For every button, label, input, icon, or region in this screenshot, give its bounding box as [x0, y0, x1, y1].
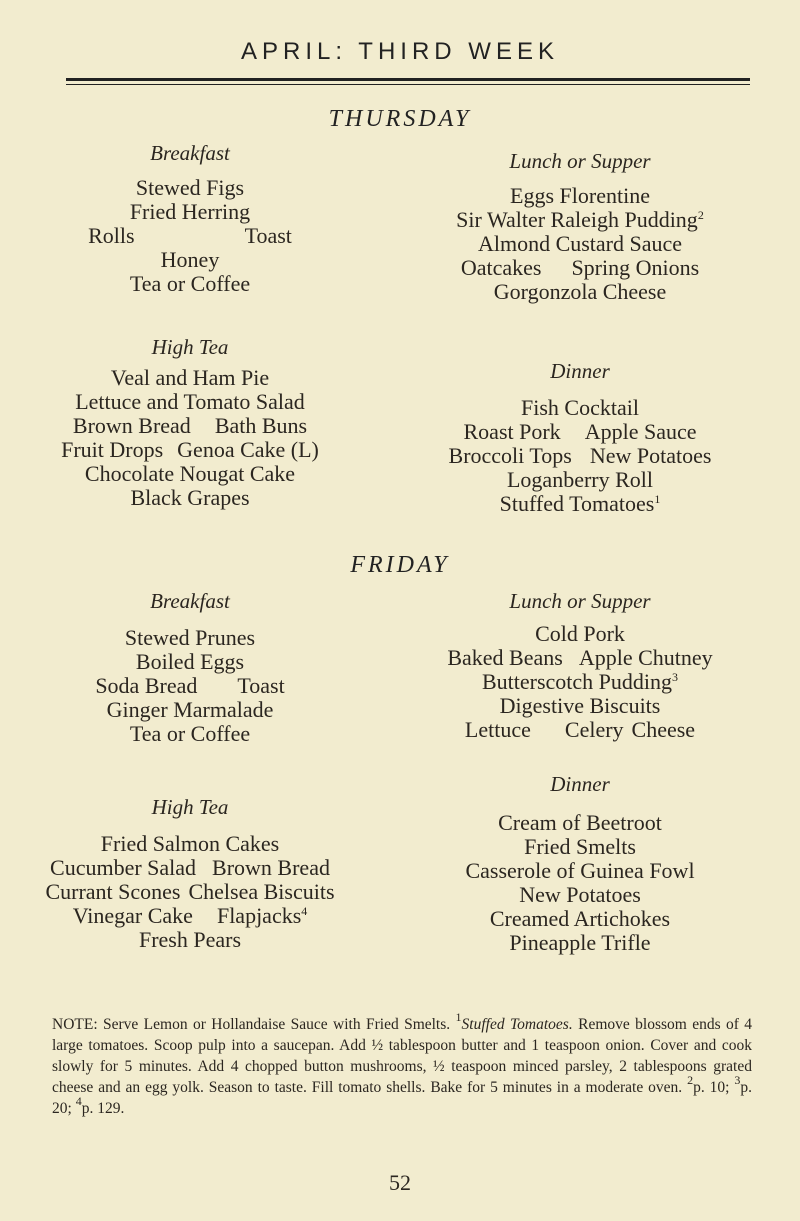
running-head: APRIL: THIRD WEEK [241, 38, 559, 65]
menu-item: Cheese [631, 717, 696, 742]
menu-item: Digestive Biscuits [499, 693, 661, 718]
menu-item: Celery [564, 717, 624, 742]
menu-item [390, 492, 770, 516]
menu-item: Apple Sauce [584, 419, 697, 444]
meal-title: Breakfast [150, 141, 230, 165]
menu-item: Casserole of Guinea Fowl [465, 858, 695, 883]
menu-item: Fresh Pears [138, 927, 242, 952]
menu-item: New Potatoes [589, 443, 712, 468]
menu-item: Tea or Coffee [129, 721, 251, 746]
menu-item: Eggs Florentine [510, 183, 650, 208]
header-rule-thin [66, 84, 750, 85]
menu-item: Baked Beans [447, 645, 563, 670]
menu-item-row [10, 904, 370, 928]
menu-item: Toast [237, 673, 285, 698]
menu-item: Brown Bread [72, 413, 191, 438]
menu-item: Almond Custard Sauce [477, 231, 683, 256]
menu-item: Bath Buns [214, 413, 308, 438]
page-ref: p. 129. [81, 1100, 125, 1117]
menu-item: Cream of Beetroot [498, 810, 662, 835]
menu-item-row [390, 256, 770, 280]
menu-item-row [10, 674, 370, 698]
footnote-ref: 1 [455, 1010, 462, 1024]
menu-item: New Potatoes [519, 882, 641, 907]
meal-title: High Tea [151, 795, 229, 819]
footnote-ref: 2 [687, 1073, 694, 1087]
friday-lunch [390, 588, 770, 742]
menu-item: Rolls [88, 223, 135, 248]
menu-item-row [10, 856, 370, 880]
footnote-ref: 4 [301, 904, 308, 918]
menu-item-row [10, 438, 370, 462]
menu-item: Fried Herring [129, 199, 251, 224]
menu-item: Vinegar Cake [72, 903, 193, 928]
menu-item: Lettuce [464, 717, 531, 742]
menu-item: Pineapple Trifle [509, 930, 651, 955]
menu-item: Stewed Figs [135, 175, 245, 200]
menu-item: Boiled Eggs [135, 649, 245, 674]
thursday-dinner [390, 358, 770, 516]
page-number: 52 [389, 1170, 411, 1195]
thursday-lunch [390, 148, 770, 304]
menu-item-row [10, 880, 370, 904]
menu-item: Flapjacks [216, 903, 302, 928]
recipe-body: Remove blossom ends of 4 large tomatoes. Scoop pulp into a saucepan. Add ½ tablespoon butter and 1 teaspoon onion. Cover and cook slowly for 5 minutes. Add 4 chopped button mushrooms, ½ teaspoon minced parsley, 2 tablespoons grated cheese and an egg yolk. Season to taste. Fill tomato shells. Bake for 5 minutes in a moderate oven. [52, 1016, 753, 1096]
day-title-friday: FRIDAY [350, 552, 450, 578]
menu-item-row [390, 718, 770, 742]
thursday-high-tea [10, 334, 370, 510]
menu-item: Spring Onions [571, 255, 700, 280]
menu-item-row [390, 444, 770, 468]
friday-high-tea [10, 794, 370, 952]
menu-item: Toast [244, 223, 292, 248]
menu-item-text: Sir Walter Raleigh Pudding [456, 207, 698, 232]
menu-item-row [390, 420, 770, 444]
menu-item-text: Stuffed Tomatoes [499, 491, 655, 516]
menu-item: Stewed Prunes [124, 625, 256, 650]
footnote-ref: 2 [697, 208, 704, 222]
friday-dinner [390, 771, 770, 955]
menu-item: Cucumber Salad [50, 855, 197, 880]
meal-title: Dinner [550, 772, 610, 796]
meal-title: Dinner [550, 359, 610, 383]
menu-item: Broccoli Tops [448, 443, 572, 468]
menu-item-row [10, 414, 370, 438]
menu-item: Chelsea Biscuits [188, 879, 335, 904]
footnote-ref: 1 [654, 492, 661, 506]
footnote-ref: 4 [75, 1094, 82, 1108]
day-title-thursday: THURSDAY [328, 106, 472, 132]
menu-item: Tea or Coffee [129, 271, 251, 296]
note-lead: NOTE: Serve Lemon or Hollandaise Sauce with Fried Smelts. [52, 1016, 451, 1033]
menu-item: Gorgonzola Cheese [493, 279, 667, 304]
menu-item: Chocolate Nougat Cake [84, 461, 296, 486]
menu-item-row [10, 224, 370, 248]
menu-item: Fried Smelts [524, 834, 636, 859]
menu-item: Fish Cocktail [521, 395, 639, 420]
menu-item: Veal and Ham Pie [110, 365, 270, 390]
thursday-breakfast [10, 140, 370, 296]
menu-item: Roast Pork [463, 419, 561, 444]
menu-item: Oatcakes [460, 255, 542, 280]
page-ref: p. 20; [52, 1079, 753, 1117]
menu-item: Genoa Cake (L) [177, 437, 319, 462]
menu-item: Fruit Drops [61, 437, 164, 462]
footnote-block [52, 1010, 753, 1119]
page-ref: p. 10; [693, 1079, 730, 1096]
meal-title: Lunch or Supper [509, 149, 651, 173]
menu-item: Apple Chutney [578, 645, 713, 670]
menu-item: Soda Bread [95, 673, 198, 698]
menu-item: Ginger Marmalade [106, 697, 274, 722]
menu-item: Brown Bread [212, 855, 330, 880]
menu-item: Cold Pork [535, 621, 625, 646]
meal-title: High Tea [151, 335, 229, 359]
header-rule-thick [66, 78, 750, 81]
menu-item [390, 208, 770, 232]
menu-item: Black Grapes [130, 485, 250, 510]
menu-item: Currant Scones [45, 879, 181, 904]
recipe-title: Stuffed Tomatoes. [461, 1016, 573, 1033]
meal-title: Breakfast [150, 589, 230, 613]
menu-item: Lettuce and Tomato Salad [75, 389, 305, 414]
menu-item: Fried Salmon Cakes [100, 831, 280, 856]
menu-item: Creamed Artichokes [489, 906, 671, 931]
menu-item-text: Butterscotch Pudding [481, 669, 673, 694]
footnote-ref: 3 [672, 670, 679, 684]
menu-item-row [390, 646, 770, 670]
menu-item [390, 670, 770, 694]
footnote-ref: 3 [734, 1073, 741, 1087]
menu-item: Honey [160, 247, 220, 272]
meal-title: Lunch or Supper [509, 589, 651, 613]
friday-breakfast [10, 588, 370, 746]
menu-item: Loganberry Roll [506, 467, 654, 492]
